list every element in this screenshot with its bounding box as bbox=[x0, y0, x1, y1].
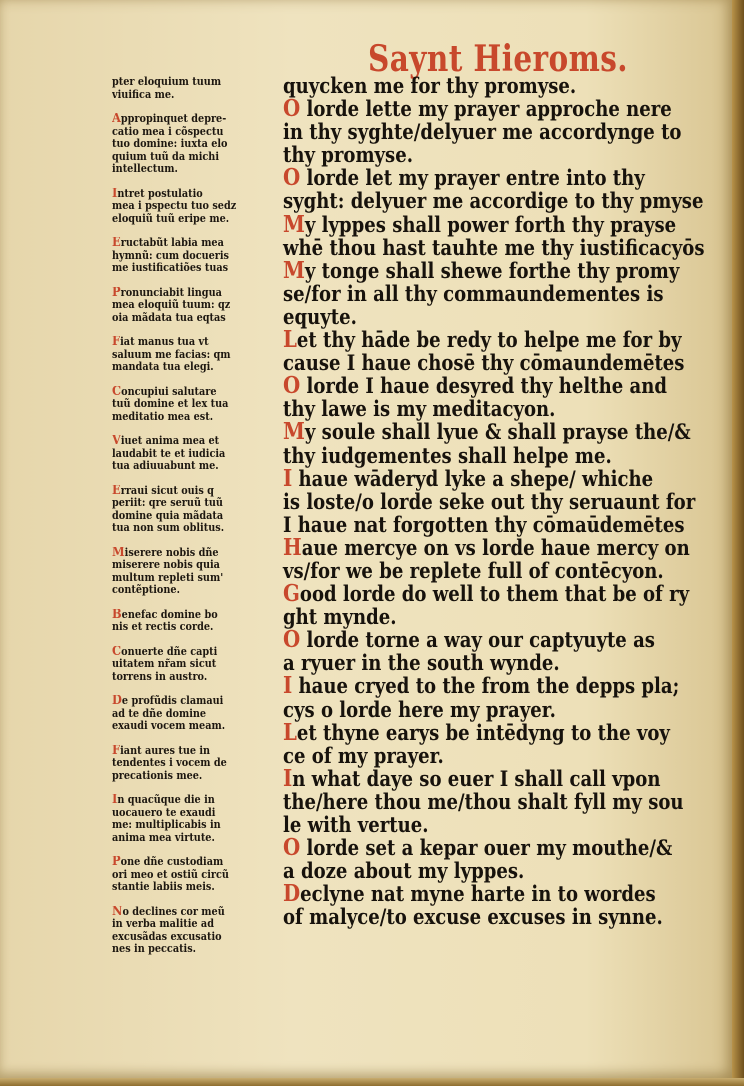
gloss-line bbox=[112, 312, 272, 325]
text-line bbox=[283, 236, 704, 259]
gloss-line bbox=[112, 200, 272, 213]
gloss-text: uitatem nr̃am sicut bbox=[112, 658, 217, 670]
page-edge bbox=[732, 0, 744, 1086]
text-line bbox=[283, 859, 704, 882]
gloss-line bbox=[112, 262, 272, 275]
text-line-content: eclyne nat myne harte in to wordes bbox=[300, 881, 656, 907]
gloss-line bbox=[112, 559, 272, 572]
gloss-verse bbox=[112, 237, 272, 275]
gloss-line bbox=[112, 819, 272, 832]
rubricated-initial: M bbox=[283, 210, 305, 238]
gloss-verse bbox=[112, 547, 272, 597]
gloss-line bbox=[112, 856, 272, 869]
gloss-verse bbox=[112, 906, 272, 956]
text-line-content: syght: delyuer me accordige to thy pmyse bbox=[283, 188, 704, 214]
gloss-initial: M bbox=[112, 546, 125, 559]
gloss-line bbox=[112, 658, 272, 671]
gloss-line bbox=[112, 76, 272, 89]
rubricated-initial: M bbox=[283, 418, 305, 446]
gloss-initial: C bbox=[112, 385, 122, 398]
gloss-text: oia mãdata tua eqtas bbox=[112, 311, 226, 324]
text-line bbox=[283, 880, 704, 908]
gloss-verse bbox=[112, 695, 272, 733]
gloss-text: periit: qre seruũ tuũ bbox=[112, 497, 223, 509]
gloss-text: iuet anima mea et bbox=[120, 435, 220, 447]
gloss-text: tua non sum oblitus. bbox=[112, 522, 225, 534]
gloss-verse bbox=[112, 485, 272, 535]
rubricated-initial: G bbox=[283, 580, 300, 608]
gloss-line bbox=[112, 931, 272, 944]
gloss-text: in verba malitie ad bbox=[112, 918, 214, 930]
gloss-line bbox=[112, 138, 272, 151]
text-line-content: thy iudgementes shall helpe me. bbox=[283, 442, 612, 468]
text-line-content: y tonge shall shewe forthe thy promy bbox=[304, 257, 680, 283]
gloss-text: ad te dñe domine bbox=[112, 707, 207, 720]
gloss-verse bbox=[112, 646, 272, 684]
gloss-verse bbox=[112, 435, 272, 473]
text-line-content: ood lorde do well to them that be of ry bbox=[299, 581, 690, 607]
gloss-line bbox=[112, 646, 272, 659]
text-line bbox=[283, 464, 704, 492]
text-line bbox=[283, 580, 704, 608]
gloss-text: precationis mee. bbox=[112, 769, 203, 782]
text-line-content: et thy hāde be redy to helpe me for by bbox=[296, 327, 682, 353]
gloss-text: oncupiui salutare bbox=[121, 385, 217, 398]
text-line bbox=[283, 397, 704, 420]
text-line-content: of malyce/to excuse excuses in synne. bbox=[283, 904, 663, 930]
gloss-text: saluum me facias: qm bbox=[112, 348, 231, 361]
gloss-initial: P bbox=[112, 856, 121, 869]
text-line-content: n what daye so euer I shall call vpon bbox=[292, 765, 661, 791]
text-line bbox=[283, 444, 704, 467]
gloss-text: miserere nobis quia bbox=[112, 559, 220, 571]
gloss-line bbox=[112, 126, 272, 139]
gloss-text: intellectum. bbox=[112, 163, 178, 175]
text-line bbox=[283, 143, 704, 166]
gloss-line bbox=[112, 881, 272, 894]
gloss-line bbox=[112, 807, 272, 820]
text-line-content: aue mercye on vs lorde haue mercy on bbox=[301, 534, 690, 560]
text-line-content: cause I haue chosē thy cōmaundemētes bbox=[283, 350, 685, 376]
gloss-verse bbox=[112, 188, 272, 226]
gloss-verse bbox=[112, 609, 272, 634]
text-line-content: I haue nat forgotten thy cōmaūdemētes bbox=[283, 511, 685, 537]
text-line bbox=[283, 744, 704, 767]
gloss-line bbox=[112, 671, 272, 684]
gloss-line bbox=[112, 460, 272, 473]
gloss-text: o declines cor meũ bbox=[122, 905, 225, 918]
text-line bbox=[283, 834, 704, 862]
gloss-initial: E bbox=[112, 237, 121, 250]
text-line bbox=[283, 95, 704, 123]
text-line bbox=[283, 513, 704, 536]
rubricated-initial: I bbox=[283, 464, 293, 492]
text-line-content: lorde set a kepar ouer my mouthe/& bbox=[300, 835, 673, 861]
text-line-content: cys o lorde here my prayer. bbox=[283, 696, 556, 722]
gloss-text: iant aures tue in bbox=[120, 744, 211, 757]
text-line bbox=[283, 651, 704, 674]
gloss-initial: C bbox=[112, 645, 122, 658]
gloss-line bbox=[112, 287, 272, 300]
gloss-line bbox=[112, 510, 272, 523]
text-line-content: quycken me for thy promyse. bbox=[283, 73, 577, 98]
rubricated-initial: O bbox=[283, 95, 301, 123]
gloss-line bbox=[112, 485, 272, 498]
text-line-content: equyte. bbox=[283, 303, 357, 329]
gloss-text: torrens in austro. bbox=[112, 670, 208, 683]
gloss-text: mandata tua elegi. bbox=[112, 361, 214, 373]
gloss-line bbox=[112, 832, 272, 845]
gloss-line bbox=[112, 906, 272, 919]
gloss-line bbox=[112, 237, 272, 250]
english-text-column bbox=[283, 74, 703, 928]
text-line bbox=[283, 905, 704, 928]
rubricated-initial: I bbox=[283, 764, 293, 792]
rubricated-initial: D bbox=[283, 880, 301, 908]
gloss-initial: D bbox=[112, 695, 122, 708]
rubricated-initial: I bbox=[283, 672, 293, 700]
gloss-initial: V bbox=[112, 435, 121, 448]
gloss-line bbox=[112, 918, 272, 931]
text-line-content: y lyppes shall power forth thy prayse bbox=[304, 211, 677, 237]
text-line bbox=[283, 698, 704, 721]
gloss-line bbox=[112, 386, 272, 399]
rubricated-initial: O bbox=[283, 164, 301, 192]
text-line bbox=[283, 533, 704, 561]
gloss-text: pter eloquium tuum bbox=[112, 76, 222, 88]
text-line-content: the/here thou me/thou shalt fyll my sou bbox=[283, 788, 684, 814]
gloss-verse bbox=[112, 287, 272, 325]
text-line bbox=[283, 210, 704, 238]
gloss-verse bbox=[112, 794, 272, 844]
gloss-text: tuũ domine et lex tua bbox=[112, 398, 229, 410]
gloss-text: hymnũ: cum docueris bbox=[112, 249, 230, 262]
gloss-line bbox=[112, 609, 272, 622]
text-line bbox=[283, 372, 704, 400]
gloss-line bbox=[112, 708, 272, 721]
gloss-text: nes in peccatis. bbox=[112, 943, 197, 955]
rubricated-initial: O bbox=[283, 372, 301, 400]
rubricated-initial: M bbox=[283, 256, 305, 284]
text-line bbox=[283, 490, 704, 513]
text-line bbox=[283, 305, 704, 328]
text-line-content: whē thou hast tauhte me thy iustificacyōs bbox=[283, 234, 705, 260]
gloss-text: n quacũque die in bbox=[117, 794, 215, 806]
gloss-line bbox=[112, 497, 272, 510]
gloss-initial: I bbox=[112, 187, 118, 200]
gloss-text: ronunciabit lingua bbox=[120, 286, 222, 299]
text-line bbox=[283, 790, 704, 813]
gloss-line bbox=[112, 349, 272, 362]
rubricated-initial: O bbox=[283, 626, 301, 654]
gloss-text: nis et rectis corde. bbox=[112, 621, 214, 633]
gloss-initial: I bbox=[112, 794, 118, 807]
gloss-text: tuo domine: iuxta elo bbox=[112, 138, 228, 150]
text-line-content: lorde I haue desyred thy helthe and bbox=[300, 373, 667, 399]
gloss-text: ori meo et ostiũ circũ bbox=[112, 868, 229, 881]
gloss-line bbox=[112, 794, 272, 807]
gloss-text: catio mea i cõspectu bbox=[112, 125, 224, 138]
gloss-initial: F bbox=[112, 336, 121, 349]
gloss-text: tendentes i vocem de bbox=[112, 757, 227, 769]
gloss-line bbox=[112, 621, 272, 634]
page-bottom-edge bbox=[0, 1078, 744, 1086]
gloss-text: onuerte dñe capti bbox=[121, 645, 218, 658]
text-line bbox=[283, 672, 704, 700]
gloss-text: enefac domine bo bbox=[121, 608, 218, 621]
text-line bbox=[283, 764, 704, 792]
gloss-line bbox=[112, 448, 272, 461]
gloss-line bbox=[112, 411, 272, 424]
gloss-line bbox=[112, 299, 272, 312]
gloss-line bbox=[112, 695, 272, 708]
gloss-line bbox=[112, 250, 272, 263]
gloss-text: domine quia mãdata bbox=[112, 509, 224, 522]
gloss-line bbox=[112, 398, 272, 411]
gloss-line bbox=[112, 584, 272, 597]
gloss-verse bbox=[112, 113, 272, 176]
gloss-text: ntret postulatio bbox=[117, 187, 203, 200]
gloss-text: stantie labiis meis. bbox=[112, 881, 215, 893]
gloss-text: eloquiũ tuũ eripe me. bbox=[112, 212, 230, 225]
rubricated-initial: O bbox=[283, 834, 301, 862]
text-line-content: lorde lette my prayer approche nere bbox=[300, 96, 672, 122]
gloss-line bbox=[112, 113, 272, 126]
gloss-line bbox=[112, 188, 272, 201]
gloss-text: ructabũt labia mea bbox=[120, 237, 224, 249]
text-line bbox=[283, 282, 704, 305]
text-line-content: le with vertue. bbox=[283, 812, 429, 837]
gloss-line bbox=[112, 336, 272, 349]
text-line bbox=[283, 189, 704, 212]
gloss-line bbox=[112, 572, 272, 585]
rubricated-initial: L bbox=[283, 718, 297, 746]
gloss-text: quium tuũ da michi bbox=[112, 150, 220, 163]
latin-gloss-column bbox=[112, 76, 272, 968]
gloss-text: one dñe custodiam bbox=[120, 856, 224, 868]
gloss-text: rraui sicut ouis q bbox=[120, 484, 214, 497]
text-line bbox=[283, 418, 704, 446]
rubricated-initial: L bbox=[283, 326, 297, 354]
text-line bbox=[283, 813, 704, 836]
gloss-text: me: multiplicabis in bbox=[112, 819, 221, 831]
text-line-content: thy promyse. bbox=[283, 142, 413, 168]
gloss-text: me iustificatiões tuas bbox=[112, 262, 229, 274]
gloss-verse bbox=[112, 76, 272, 101]
gloss-line bbox=[112, 163, 272, 176]
running-head: Saynt Hieroms. bbox=[368, 38, 628, 80]
text-line bbox=[283, 351, 704, 374]
gloss-line bbox=[112, 151, 272, 164]
text-line bbox=[283, 326, 704, 354]
gloss-text: tua adiuuabunt me. bbox=[112, 460, 219, 472]
gloss-verse bbox=[112, 386, 272, 424]
gloss-text: uocauero te exaudi bbox=[112, 806, 216, 819]
gloss-line bbox=[112, 745, 272, 758]
gloss-initial: F bbox=[112, 744, 121, 757]
text-line-content: et thyne earys be intēdyng to the voy bbox=[296, 719, 670, 745]
gloss-text: contẽptione. bbox=[112, 584, 180, 596]
text-line-content: lorde torne a way our captyuyte as bbox=[300, 627, 655, 653]
gloss-text: excusãdas excusatio bbox=[112, 930, 222, 943]
gloss-line bbox=[112, 435, 272, 448]
gloss-initial: P bbox=[112, 286, 121, 299]
gloss-text: iserere nobis dñe bbox=[124, 546, 219, 559]
text-line-content: lorde let my prayer entre into thy bbox=[300, 165, 645, 191]
gloss-line bbox=[112, 547, 272, 560]
gloss-line bbox=[112, 89, 272, 102]
text-line bbox=[283, 74, 704, 97]
gloss-line bbox=[112, 361, 272, 374]
gloss-text: iat manus tua vt bbox=[120, 336, 209, 348]
text-line-content: a doze about my lyppes. bbox=[283, 858, 525, 884]
gloss-text: e profũdis clamaui bbox=[121, 695, 224, 707]
gloss-text: mea eloquiũ tuum: qz bbox=[112, 299, 231, 311]
gloss-text: exaudi vocem meam. bbox=[112, 720, 226, 732]
text-line-content: vs/for we be replete full of contēcyon. bbox=[283, 557, 664, 583]
gloss-line bbox=[112, 522, 272, 535]
gloss-line bbox=[112, 943, 272, 956]
text-line-content: thy lawe is my meditacyon. bbox=[283, 396, 556, 422]
gloss-verse bbox=[112, 856, 272, 894]
gloss-text: laudabit te et iudicia bbox=[112, 447, 226, 460]
text-line-content: haue wāderyd lyke a shepe/ whiche bbox=[292, 465, 654, 491]
gloss-initial: N bbox=[112, 905, 123, 918]
text-line-content: ce of my prayer. bbox=[283, 742, 444, 768]
text-line-content: se/for in all thy commaundementes is bbox=[283, 280, 664, 306]
text-line-content: in thy syghte/delyuer me accordynge to bbox=[283, 119, 682, 145]
rubricated-initial: H bbox=[283, 533, 302, 561]
text-line bbox=[283, 559, 704, 582]
gloss-line bbox=[112, 869, 272, 882]
gloss-verse bbox=[112, 336, 272, 374]
gloss-text: anima mea virtute. bbox=[112, 831, 215, 844]
text-line-content: a ryuer in the south wynde. bbox=[283, 650, 560, 676]
gloss-text: viuifica me. bbox=[112, 88, 175, 101]
text-line bbox=[283, 626, 704, 654]
gloss-text: multum repleti sum' bbox=[112, 571, 224, 584]
gloss-line bbox=[112, 720, 272, 733]
gloss-initial: B bbox=[112, 608, 122, 621]
gloss-initial: A bbox=[112, 113, 121, 126]
gloss-line bbox=[112, 770, 272, 783]
gloss-text: mea i pspectu tuo sedz bbox=[112, 200, 237, 212]
text-line-content: y soule shall lyue & shall prayse the/& bbox=[304, 419, 691, 445]
text-line-content: is loste/o lorde seke out thy seruaunt for bbox=[283, 488, 696, 514]
gloss-line bbox=[112, 213, 272, 226]
gloss-verse bbox=[112, 745, 272, 783]
gloss-initial: E bbox=[112, 484, 121, 497]
text-line bbox=[283, 120, 704, 143]
text-line bbox=[283, 256, 704, 284]
gloss-text: ppropinquet depre- bbox=[120, 113, 227, 125]
text-line bbox=[283, 718, 704, 746]
gloss-text: meditatio mea est. bbox=[112, 410, 214, 423]
text-line bbox=[283, 605, 704, 628]
text-line bbox=[283, 164, 704, 192]
text-line-content: ght mynde. bbox=[283, 604, 397, 630]
gloss-line bbox=[112, 757, 272, 770]
text-line-content: haue cryed to the from the depps pla; bbox=[292, 673, 680, 699]
